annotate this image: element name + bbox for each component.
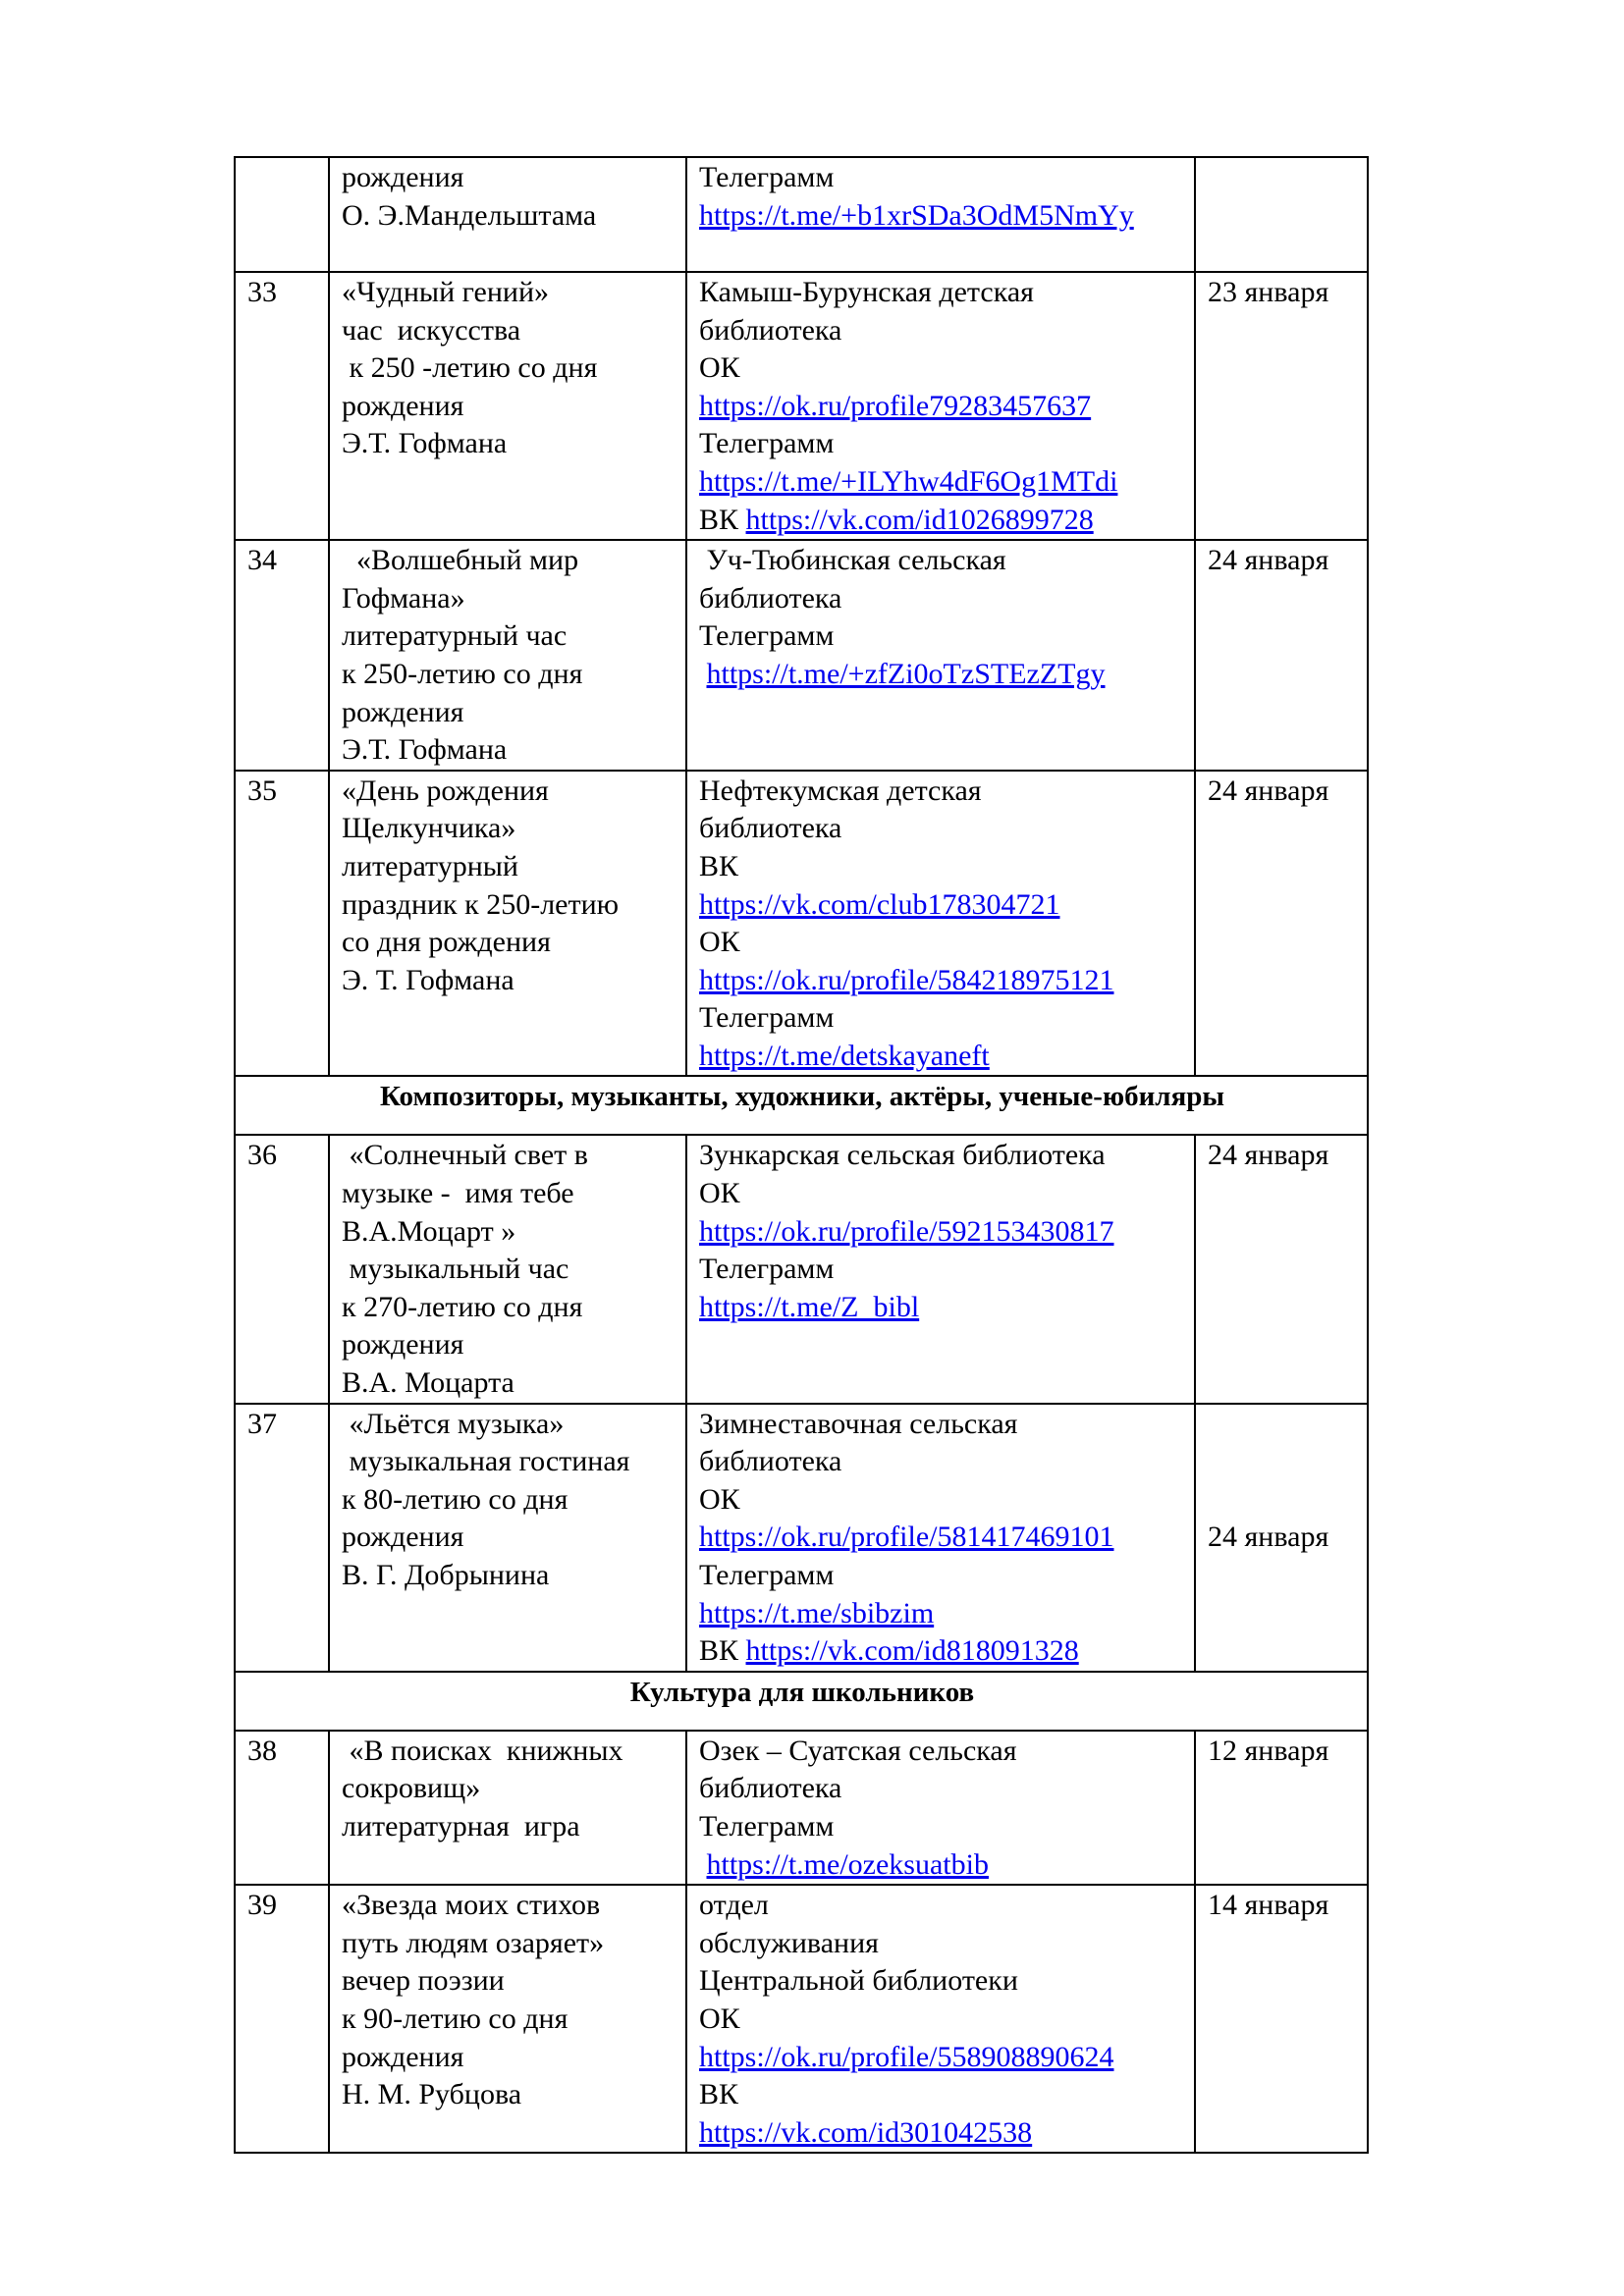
location-line	[699, 274, 1184, 312]
url-link[interactable]: https://vk.com/club178304721	[699, 887, 1060, 921]
location-cell	[686, 1885, 1195, 2153]
event-line: музыкальный час	[342, 1253, 569, 1286]
location-text: Телеграмм	[699, 1253, 835, 1286]
location-line	[699, 1251, 1184, 1289]
location-text: Зункарская сельская библиотека	[699, 1139, 1106, 1172]
location-text: Уч-Тюбинская сельская	[699, 544, 1006, 577]
location-line	[699, 617, 1184, 656]
location-line	[699, 1137, 1184, 1175]
event-date: 12 января	[1195, 1731, 1368, 1885]
event-line: Э.Т. Гофмана	[342, 733, 508, 767]
location-line	[699, 1962, 1184, 2001]
event-cell	[329, 540, 686, 771]
url-link[interactable]: https://t.me/sbibzim	[699, 1596, 935, 1629]
event-line: к 270-летию со дня	[342, 1290, 583, 1323]
event-line: В.А. Моцарта	[342, 1366, 514, 1400]
link-line	[699, 463, 1184, 502]
event-line: к 250 -летию со дня	[342, 351, 598, 385]
event-line: музыке - имя тебе	[342, 1177, 574, 1210]
link-prefix	[699, 658, 707, 690]
location-line	[699, 810, 1184, 848]
row-number: 35	[235, 771, 329, 1077]
event-line: «День рождения	[342, 774, 549, 807]
row-number: 34	[235, 540, 329, 771]
event-cell	[329, 1135, 686, 1403]
link-line	[699, 197, 1184, 236]
event-date	[1195, 157, 1368, 272]
link-line	[699, 1595, 1184, 1633]
location-text: ОК	[699, 1482, 740, 1516]
url-link[interactable]: https://vk.com/id818091328	[745, 1634, 1079, 1668]
location-text: ОК	[699, 1177, 740, 1210]
url-link[interactable]: https://vk.com/id1026899728	[745, 503, 1094, 536]
table-row	[235, 1135, 1368, 1403]
location-text: библиотека	[699, 812, 842, 845]
table-row	[235, 157, 1368, 272]
url-link[interactable]: https://vk.com/id301042538	[699, 2115, 1033, 2149]
table-row	[235, 540, 1368, 771]
event-line: рождения	[342, 2040, 464, 2073]
location-cell	[686, 771, 1195, 1077]
table-row	[235, 1885, 1368, 2153]
url-link[interactable]: https://t.me/detskayaneft	[699, 1039, 990, 1072]
event-line: В. Г. Добрынина	[342, 1559, 550, 1591]
location-text: Озек – Суатская сельская	[699, 1734, 1017, 1767]
location-line	[699, 924, 1184, 962]
location-text: библиотека	[699, 1445, 842, 1478]
link-prefix	[699, 1848, 707, 1881]
table-row	[235, 771, 1368, 1077]
url-link[interactable]: https://ok.ru/profile/584218975121	[699, 963, 1114, 996]
row-number: 36	[235, 1135, 329, 1403]
event-date: 24 января	[1195, 1404, 1368, 1672]
event-line: О. Э.Мандельштама	[342, 198, 597, 232]
event-line: музыкальная гостиная	[342, 1445, 630, 1478]
location-line	[699, 1481, 1184, 1520]
url-link[interactable]: https://ok.ru/profile/592153430817	[699, 1214, 1114, 1248]
url-link[interactable]: https://ok.ru/profile/558908890624	[699, 2040, 1114, 2073]
location-line	[699, 1406, 1184, 1444]
event-line: рождения	[342, 161, 464, 193]
event-cell	[329, 157, 686, 272]
location-text: Камыш-Бурунская детская	[699, 276, 1034, 308]
location-line	[699, 1557, 1184, 1595]
event-date: 24 января	[1195, 540, 1368, 771]
event-line: Н. М. Рубцова	[342, 2078, 522, 2111]
link-line	[699, 502, 1184, 540]
event-line: Щелкунчика»	[342, 812, 516, 845]
row-number: 38	[235, 1731, 329, 1885]
event-line: сокровищ»	[342, 1772, 481, 1805]
location-line	[699, 1443, 1184, 1481]
location-text: ОК	[699, 926, 740, 959]
location-cell	[686, 1404, 1195, 1672]
event-line: «Звезда моих стихов	[342, 1889, 601, 1922]
location-line	[699, 580, 1184, 618]
location-line	[699, 1733, 1184, 1771]
row-number: 39	[235, 1885, 329, 2153]
table-row	[235, 272, 1368, 540]
event-line: к 250-летию со дня	[342, 657, 583, 690]
location-text: Телеграмм	[699, 619, 835, 653]
link-line	[699, 656, 1184, 694]
table-row	[235, 1404, 1368, 1672]
location-line	[699, 2076, 1184, 2114]
url-link[interactable]: https://t.me/+b1xrSDa3OdM5NmYy	[699, 198, 1134, 232]
location-text: Центральной библиотеки	[699, 1964, 1018, 1998]
event-line: рождения	[342, 389, 464, 422]
event-line: «Солнечный свет в	[342, 1139, 588, 1172]
section-row	[235, 1076, 1368, 1135]
link-line	[699, 1038, 1184, 1076]
event-date: 24 января	[1195, 1135, 1368, 1403]
link-line	[699, 388, 1184, 426]
event-line: путь людям озаряет»	[342, 1926, 605, 1959]
event-line: «В поисках книжных	[342, 1734, 623, 1767]
link-line	[699, 2039, 1184, 2077]
url-link[interactable]: https://t.me/+ILYhw4dF6Og1MTdi	[699, 464, 1118, 498]
event-date: 14 января	[1195, 1885, 1368, 2153]
location-text: Телеграмм	[699, 427, 835, 460]
event-line: рождения	[342, 695, 464, 728]
row-number: 33	[235, 272, 329, 540]
location-text: ВК	[699, 2078, 739, 2111]
row-number	[235, 157, 329, 272]
location-text: библиотека	[699, 313, 842, 347]
link-prefix: ВК	[699, 1634, 746, 1668]
location-line	[699, 1887, 1184, 1925]
section-heading: Композиторы, музыканты, художники, актёры, ученые-юбиляры	[235, 1076, 1368, 1135]
location-line	[699, 999, 1184, 1038]
location-line	[699, 1175, 1184, 1213]
location-line	[699, 349, 1184, 388]
location-text: Нефтекумская детская	[699, 774, 982, 807]
location-line	[699, 159, 1184, 197]
event-line: к 80-летию со дня	[342, 1482, 568, 1516]
location-line	[699, 425, 1184, 463]
link-line	[699, 962, 1184, 1000]
event-line: «Волшебный мир	[342, 544, 579, 577]
event-line: литературный	[342, 849, 518, 882]
event-cell	[329, 771, 686, 1077]
location-text: Телеграмм	[699, 161, 835, 193]
location-text: Зимнеставочная сельская	[699, 1407, 1018, 1440]
location-cell	[686, 272, 1195, 540]
location-cell	[686, 157, 1195, 272]
event-line: к 90-летию со дня	[342, 2002, 568, 2035]
event-line: Э.Т. Гофмана	[342, 427, 508, 460]
location-text: Телеграмм	[699, 1001, 835, 1035]
event-cell	[329, 1404, 686, 1672]
link-prefix: ВК	[699, 503, 746, 536]
location-line	[699, 773, 1184, 811]
link-line	[699, 886, 1184, 925]
event-line: В.А.Моцарт »	[342, 1214, 516, 1248]
url-link[interactable]: https://t.me/ozeksuatbib	[706, 1847, 989, 1881]
url-link[interactable]: https://t.me/+zfZi0oTzSTEzZTgy	[706, 657, 1106, 690]
event-cell	[329, 1885, 686, 2153]
location-text: библиотека	[699, 581, 842, 614]
event-line: литературная игра	[342, 1809, 580, 1842]
event-line: рождения	[342, 1328, 464, 1362]
table-row	[235, 1731, 1368, 1885]
event-date: 24 января	[1195, 771, 1368, 1077]
event-line: праздник к 250-летию	[342, 887, 620, 921]
event-line: со дня рождения	[342, 926, 551, 959]
location-line	[699, 2001, 1184, 2039]
event-cell	[329, 272, 686, 540]
location-text: обслуживания	[699, 1926, 879, 1959]
section-row	[235, 1672, 1368, 1731]
event-line: литературный час	[342, 619, 568, 653]
location-line	[699, 848, 1184, 886]
link-line	[699, 1519, 1184, 1557]
location-line	[699, 1770, 1184, 1808]
location-cell	[686, 1731, 1195, 1885]
location-text: Телеграмм	[699, 1809, 835, 1842]
section-heading: Культура для школьников	[235, 1672, 1368, 1731]
event-cell	[329, 1731, 686, 1885]
event-line: «Чудный гений»	[342, 276, 550, 308]
location-text: ОК	[699, 351, 740, 385]
event-line: рождения	[342, 1521, 464, 1554]
url-link[interactable]: https://t.me/Z_bibl	[699, 1290, 920, 1323]
location-cell	[686, 1135, 1195, 1403]
event-line: вечер поэзии	[342, 1964, 505, 1998]
link-line	[699, 1213, 1184, 1252]
location-text: отдел	[699, 1889, 769, 1922]
location-text: Телеграмм	[699, 1559, 835, 1591]
location-text: ОК	[699, 2002, 740, 2035]
event-line: «Льётся музыка»	[342, 1407, 565, 1440]
link-line	[699, 1289, 1184, 1327]
location-line	[699, 312, 1184, 350]
location-line	[699, 1808, 1184, 1846]
link-line	[699, 1846, 1184, 1885]
event-line: Э. Т. Гофмана	[342, 963, 514, 996]
link-line	[699, 2114, 1184, 2153]
url-link[interactable]: https://ok.ru/profile/581417469101	[699, 1521, 1114, 1554]
location-cell	[686, 540, 1195, 771]
event-line: час искусства	[342, 313, 521, 347]
event-date: 23 января	[1195, 272, 1368, 540]
url-link[interactable]: https://ok.ru/profile79283457637	[699, 389, 1092, 422]
location-text: библиотека	[699, 1772, 842, 1805]
events-table	[234, 156, 1369, 2154]
event-line: Гофмана»	[342, 581, 465, 614]
row-number: 37	[235, 1404, 329, 1672]
location-text: ВК	[699, 849, 739, 882]
location-line	[699, 1925, 1184, 1963]
link-line	[699, 1632, 1184, 1671]
location-line	[699, 542, 1184, 580]
